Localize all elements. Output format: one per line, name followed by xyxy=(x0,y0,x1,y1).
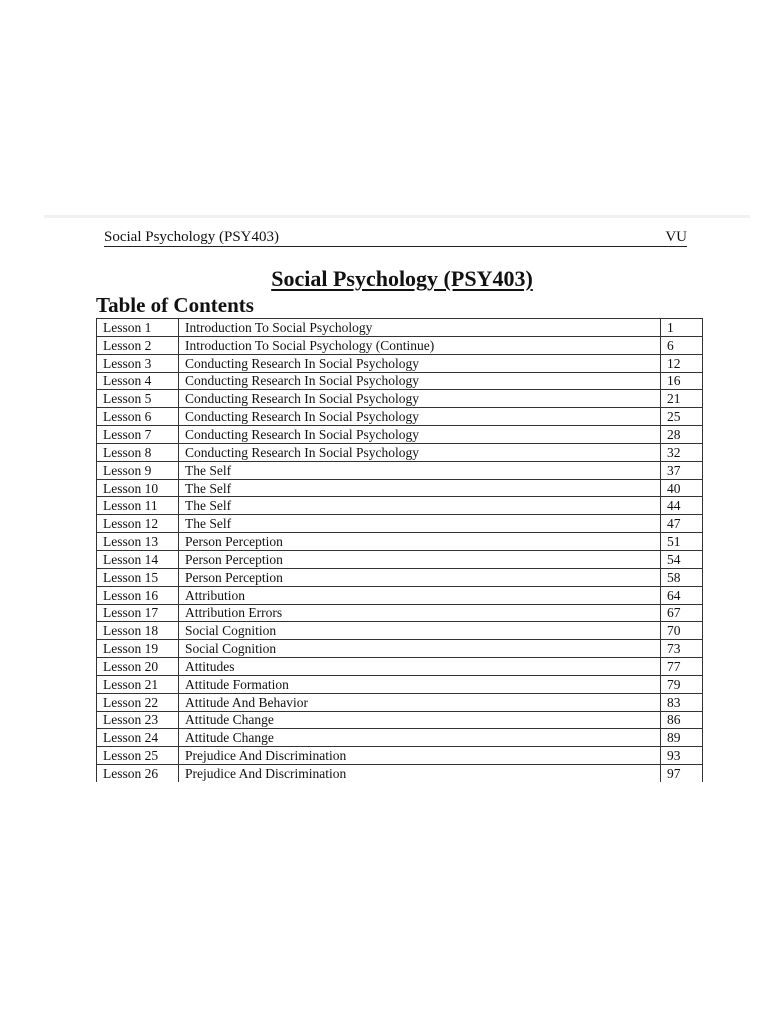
toc-row xyxy=(97,568,703,586)
toc-page-cell: 6 xyxy=(661,336,703,354)
toc-row xyxy=(97,461,703,479)
toc-topic-cell: Attitude And Behavior xyxy=(179,693,661,711)
toc-lesson-cell: Lesson 23 xyxy=(97,711,179,729)
toc-topic-cell: Prejudice And Discrimination xyxy=(179,747,661,765)
toc-row xyxy=(97,372,703,390)
toc-lesson-cell: Lesson 24 xyxy=(97,729,179,747)
toc-topic-cell: The Self xyxy=(179,515,661,533)
toc-row xyxy=(97,443,703,461)
toc-lesson-cell: Lesson 10 xyxy=(97,479,179,497)
toc-page-cell: 93 xyxy=(661,747,703,765)
toc-topic-cell: Conducting Research In Social Psychology xyxy=(179,354,661,372)
toc-topic-cell: Conducting Research In Social Psychology xyxy=(179,408,661,426)
toc-page-cell: 54 xyxy=(661,550,703,568)
toc-page-cell: 86 xyxy=(661,711,703,729)
toc-lesson-cell: Lesson 14 xyxy=(97,550,179,568)
toc-lesson-cell: Lesson 25 xyxy=(97,747,179,765)
toc-page-cell: 16 xyxy=(661,372,703,390)
toc-topic-cell: Person Perception xyxy=(179,550,661,568)
toc-topic-cell: Introduction To Social Psychology (Continue) xyxy=(179,336,661,354)
page-top-edge xyxy=(44,215,750,218)
toc-topic-cell: Prejudice And Discrimination xyxy=(179,765,661,782)
toc-row xyxy=(97,426,703,444)
toc-row xyxy=(97,747,703,765)
toc-row xyxy=(97,533,703,551)
toc-topic-cell: Person Perception xyxy=(179,533,661,551)
toc-page-cell: 97 xyxy=(661,765,703,782)
toc-row xyxy=(97,390,703,408)
toc-topic-cell: The Self xyxy=(179,479,661,497)
toc-row xyxy=(97,408,703,426)
toc-page-cell: 89 xyxy=(661,729,703,747)
toc-lesson-cell: Lesson 15 xyxy=(97,568,179,586)
toc-page-cell: 83 xyxy=(661,693,703,711)
toc-lesson-cell: Lesson 18 xyxy=(97,622,179,640)
toc-row xyxy=(97,658,703,676)
toc-row xyxy=(97,586,703,604)
toc-page-cell: 12 xyxy=(661,354,703,372)
toc-row xyxy=(97,640,703,658)
toc-lesson-cell: Lesson 1 xyxy=(97,319,179,337)
toc-lesson-cell: Lesson 5 xyxy=(97,390,179,408)
toc-lesson-cell: Lesson 9 xyxy=(97,461,179,479)
toc-lesson-cell: Lesson 3 xyxy=(97,354,179,372)
toc-topic-cell: Person Perception xyxy=(179,568,661,586)
toc-topic-cell: Social Cognition xyxy=(179,622,661,640)
toc-topic-cell: Attitude Formation xyxy=(179,675,661,693)
toc-row xyxy=(97,515,703,533)
toc-page-cell: 25 xyxy=(661,408,703,426)
toc-topic-cell: Social Cognition xyxy=(179,640,661,658)
toc-row xyxy=(97,497,703,515)
running-header-course: Social Psychology (PSY403) xyxy=(104,229,280,245)
toc-row xyxy=(97,622,703,640)
toc-row xyxy=(97,675,703,693)
toc-lesson-cell: Lesson 26 xyxy=(97,765,179,782)
toc-lesson-cell: Lesson 8 xyxy=(97,443,179,461)
toc-lesson-cell: Lesson 20 xyxy=(97,658,179,676)
toc-topic-cell: Introduction To Social Psychology xyxy=(179,319,661,337)
toc-row xyxy=(97,319,703,337)
toc-page-cell: 64 xyxy=(661,586,703,604)
toc-topic-cell: Conducting Research In Social Psychology xyxy=(179,443,661,461)
toc-topic-cell: The Self xyxy=(179,497,661,515)
document-title: Social Psychology (PSY403) xyxy=(271,266,533,291)
toc-page-cell: 32 xyxy=(661,443,703,461)
toc-topic-cell: Attribution Errors xyxy=(179,604,661,622)
toc-lesson-cell: Lesson 2 xyxy=(97,336,179,354)
toc-row xyxy=(97,550,703,568)
toc-page-cell: 70 xyxy=(661,622,703,640)
toc-table xyxy=(96,318,703,782)
toc-lesson-cell: Lesson 11 xyxy=(97,497,179,515)
toc-lesson-cell: Lesson 16 xyxy=(97,586,179,604)
toc-page-cell: 28 xyxy=(661,426,703,444)
toc-topic-cell: Conducting Research In Social Psychology xyxy=(179,426,661,444)
toc-lesson-cell: Lesson 7 xyxy=(97,426,179,444)
toc-page-cell: 79 xyxy=(661,675,703,693)
toc-row xyxy=(97,354,703,372)
toc-topic-cell: Attitudes xyxy=(179,658,661,676)
toc-topic-cell: Attribution xyxy=(179,586,661,604)
toc-row xyxy=(97,479,703,497)
toc-lesson-cell: Lesson 12 xyxy=(97,515,179,533)
toc-page-cell: 1 xyxy=(661,319,703,337)
toc-row xyxy=(97,336,703,354)
toc-page-cell: 58 xyxy=(661,568,703,586)
toc-row xyxy=(97,693,703,711)
toc-row xyxy=(97,711,703,729)
toc-topic-cell: Conducting Research In Social Psychology xyxy=(179,390,661,408)
toc-page-cell: 51 xyxy=(661,533,703,551)
toc-page-cell: 40 xyxy=(661,479,703,497)
toc-lesson-cell: Lesson 13 xyxy=(97,533,179,551)
running-header xyxy=(104,230,687,247)
toc-page-cell: 44 xyxy=(661,497,703,515)
toc-lesson-cell: Lesson 19 xyxy=(97,640,179,658)
toc-page-cell: 21 xyxy=(661,390,703,408)
toc-page-cell: 37 xyxy=(661,461,703,479)
toc-lesson-cell: Lesson 22 xyxy=(97,693,179,711)
toc-lesson-cell: Lesson 21 xyxy=(97,675,179,693)
toc-lesson-cell: Lesson 17 xyxy=(97,604,179,622)
toc-heading: Table of Contents xyxy=(96,293,254,317)
toc-topic-cell: Conducting Research In Social Psychology xyxy=(179,372,661,390)
toc-page-cell: 73 xyxy=(661,640,703,658)
toc-page-cell: 67 xyxy=(661,604,703,622)
toc-lesson-cell: Lesson 6 xyxy=(97,408,179,426)
toc-topic-cell: The Self xyxy=(179,461,661,479)
toc-row xyxy=(97,729,703,747)
toc-row xyxy=(97,765,703,782)
toc-page-cell: 77 xyxy=(661,658,703,676)
toc-lesson-cell: Lesson 4 xyxy=(97,372,179,390)
toc-table-body xyxy=(97,319,703,782)
toc-topic-cell: Attitude Change xyxy=(179,729,661,747)
toc-row xyxy=(97,604,703,622)
toc-page-cell: 47 xyxy=(661,515,703,533)
running-header-institution: VU xyxy=(665,229,687,245)
toc-topic-cell: Attitude Change xyxy=(179,711,661,729)
